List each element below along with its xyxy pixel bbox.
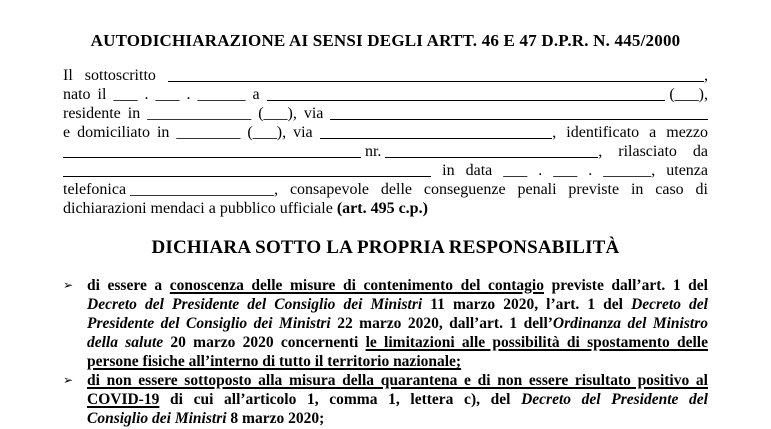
italic-text: Decreto del Presidente del Consiglio dei Ministri bbox=[87, 296, 423, 313]
declaration-text bbox=[87, 276, 708, 371]
form-text: telefonica __________________ bbox=[63, 181, 275, 198]
declaration-item bbox=[63, 371, 708, 428]
form-line bbox=[63, 199, 708, 218]
underlined-text: COVID-19 bbox=[87, 391, 160, 408]
form-text: , identificato a mezzo bbox=[552, 124, 708, 141]
blank-field[interactable] bbox=[385, 154, 598, 158]
declaration-list bbox=[63, 276, 708, 428]
form-text: (art. 495 c.p.) bbox=[336, 200, 428, 217]
underlined-text: di non essere sottoposto alla misura della quarantena e di non essere risultato positivo al bbox=[87, 372, 708, 389]
italic-text: Presidente del Consiglio dei Ministri bbox=[87, 315, 331, 332]
declaration-segment: di cui all’articolo 1, comma 1, lettera c), del bbox=[159, 391, 522, 408]
section-heading: DICHIARA SOTTO LA PROPRIA RESPONSABILITÀ bbox=[151, 237, 620, 258]
form-text: in data ___ . ___ . ______, utenza bbox=[431, 162, 708, 179]
declaration-text bbox=[87, 371, 708, 428]
form-line bbox=[63, 104, 708, 123]
declaration-line bbox=[87, 390, 708, 409]
form-text: (___), bbox=[665, 86, 708, 103]
underlined-text: persone fisiche all’interno di tutto il territorio nazionale; bbox=[87, 353, 462, 370]
blank-field[interactable] bbox=[63, 173, 431, 177]
declaration-item bbox=[63, 276, 708, 371]
italic-text: Decreto del Presidente del bbox=[521, 391, 708, 408]
italic-text: Ordinanza del Ministro bbox=[552, 315, 708, 332]
declaration-segment: 22 marzo 2020, dall’art. 1 dell’ bbox=[330, 315, 553, 332]
blank-field[interactable] bbox=[320, 135, 553, 139]
declaration-line bbox=[87, 276, 708, 295]
blank-field[interactable] bbox=[168, 78, 704, 82]
form-line bbox=[63, 180, 708, 199]
form-line bbox=[63, 123, 708, 142]
document-title: AUTODICHIARAZIONE AI SENSI DEGLI ARTT. 46 E 47 D.P.R. N. 445/2000 bbox=[90, 31, 681, 50]
form-text: , consapevole delle conseguenze penali previste in caso di bbox=[274, 181, 708, 198]
declaration-segment: previste dall’art. 1 del bbox=[544, 277, 708, 294]
declaration-segment: 8 marzo 2020; bbox=[226, 410, 325, 427]
blank-field[interactable] bbox=[330, 116, 708, 120]
italic-text: Consiglio dei Ministri bbox=[87, 410, 227, 427]
form-line bbox=[63, 85, 708, 104]
declaration-line bbox=[87, 295, 708, 314]
form-text: residente in _____________ (___), via bbox=[63, 105, 331, 122]
form-text: , bbox=[704, 67, 708, 84]
form-text: , rilasciato da bbox=[598, 143, 708, 160]
form-line bbox=[63, 161, 708, 180]
form-text: nato il ___ . ___ . ______ a bbox=[63, 86, 267, 103]
blank-field[interactable] bbox=[63, 154, 361, 158]
underlined-text: le limitazioni alle possibilità di spostamento delle bbox=[365, 334, 708, 351]
declaration-line bbox=[87, 352, 708, 371]
declaration-segment: 20 marzo 2020 concernenti bbox=[163, 334, 366, 351]
declaration-line bbox=[87, 333, 708, 352]
form-line bbox=[63, 142, 708, 161]
form-text: Il sottoscritto bbox=[63, 67, 168, 84]
blank-field[interactable] bbox=[267, 97, 666, 101]
declaration-line bbox=[87, 314, 708, 333]
intro-paragraph bbox=[63, 66, 708, 218]
form-text: nr. bbox=[360, 143, 386, 160]
declaration-segment: 11 marzo 2020, l’art. 1 del bbox=[422, 296, 632, 313]
arrow-bullet-icon: ➢ bbox=[63, 373, 74, 387]
declaration-segment: di essere a bbox=[87, 277, 170, 294]
form-text: e domiciliato in ________ (___), via bbox=[63, 124, 320, 141]
declaration-line bbox=[87, 409, 708, 428]
italic-text: Decreto del bbox=[631, 296, 708, 313]
italic-text: della salute bbox=[87, 334, 164, 351]
arrow-bullet-icon: ➢ bbox=[63, 278, 74, 292]
declaration-line bbox=[87, 371, 708, 390]
form-line bbox=[63, 66, 708, 85]
form-text: dichiarazioni mendaci a pubblico ufficiale bbox=[63, 200, 337, 217]
underlined-text: conoscenza delle misure di contenimento del contagio bbox=[169, 277, 544, 294]
